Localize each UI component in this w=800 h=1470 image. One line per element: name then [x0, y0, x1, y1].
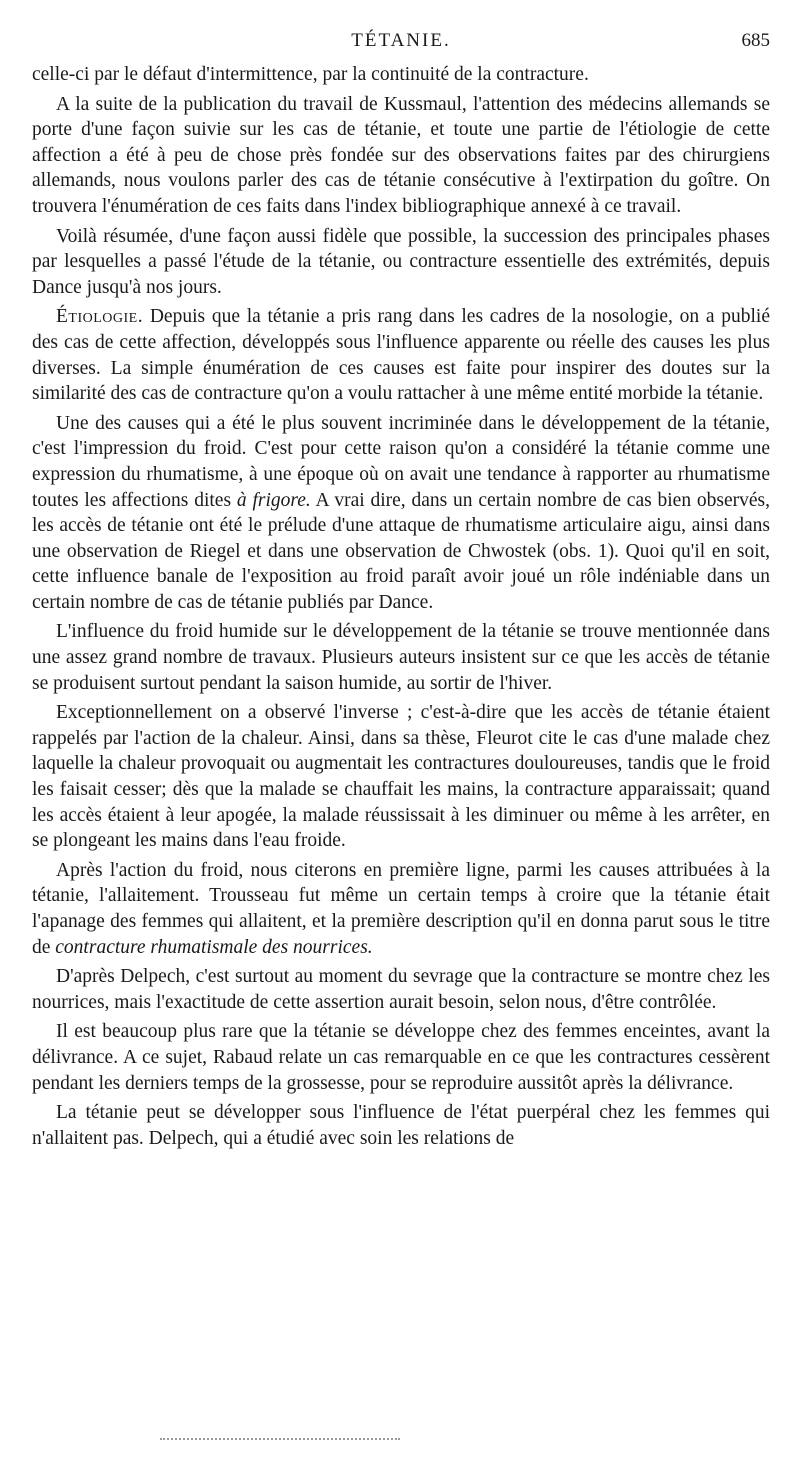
italic-contracture-title: contracture rhumatismale des nourrices. [55, 936, 373, 958]
paragraph-chaleur: Exceptionnellement on a observé l'inverse ; c'est-à-dire que les accès de tétanie étaient rappelés par l'action de la chaleur. Ainsi, dans sa thèse, Fleurot cite le cas d'une malade chez laquelle la chaleur provoquait ou augmentait les contractures douloureuses, tandis que le froid les faisait cesser; dès que la malade se chauffait les mains, la contracture apparaissait; quand les accès étaient à leur apogée, la malade réussissait à les diminuer ou même à les arrêter, en se plongeant les mains dans l'eau froide. [32, 702, 770, 852]
running-header [32, 30, 770, 56]
page-body [32, 62, 770, 1155]
paragraph-enceintes: Il est beaucoup plus rare que la tétanie se développe chez des femmes enceintes, avant la délivrance. A ce sujet, Rabaud relate un cas remarquable en ce que les contractures cessèrent pendant les derniers temps de la grossesse, pour se reproduire aussitôt après la délivrance. [32, 1021, 770, 1094]
paragraph-continuation: celle-ci par le défaut d'intermittence, par la continuité de la contracture. [32, 64, 589, 85]
paragraph-puerperal: La tétanie peut se développer sous l'influence de l'état puerpéral chez les femmes qui n'allaitent pas. Delpech, qui a étudié avec soin les relations de [32, 1102, 770, 1149]
page-number: 685 [741, 30, 770, 51]
paragraph-froid-text: Une des causes qui a été le plus souvent incriminée dans le développement de la tétanie, c'est l'impression du froid. C'est pour cette raison qu'on a considéré la tétanie comme une expression du rhumatisme, à une époque où on avait une tendance à rapporter au rhumatisme toutes les affections dites [32, 412, 770, 511]
paragraph-froid [32, 411, 770, 616]
paragraph-summary: Voilà résumée, d'une façon aussi fidèle que possible, la succession des principales phases par lesquelles a passé l'étude de la tétanie, ou contracture essentielle des extrémités, depuis Dance jusqu'à nos jours. [32, 225, 770, 298]
paragraph-allaitement [32, 858, 770, 960]
page-title: TÉTANIE. [351, 30, 451, 51]
paragraph-froid-text-2: A vrai dire, dans un certain nombre de cas bien observés, les accès de tétanie ont été le prélude d'une attaque de rhumatisme articulaire aigu, ainsi dans une observation de Riegel et dans une observation de Chwostek (obs. 1). Quoi qu'il en soit, cette influence banale de l'exposition au froid paraît avoir joué un rôle indéniable dans un certain nombre de cas de tétanie publiés par Dance. [32, 489, 771, 613]
paragraph-etiologie-text: Depuis que la tétanie a pris rang dans les cadres de la nosologie, on a publié des cas de cette affection, développés sous l'influence apparente ou réelle des causes les plus diverses. La simple énumération de ces causes est faite pour inspirer des doutes sur la similarité des cas de contracture qu'on a voulu rattacher à une même entité morbide la tétanie. [32, 306, 771, 405]
paragraph-allaitement-text: Après l'action du froid, nous citerons en première ligne, parmi les causes attribuées à la tétanie, l'allaitement. Trousseau fut même un certain temps à croire que la tétanie était l'apanage des femmes qui allaitent, et la première description qu'il en donna parut sous le titre de [32, 859, 770, 958]
paragraph-delpech: D'après Delpech, c'est surtout au moment du sevrage que la contracture se montre chez les nourrices, mais l'exactitude de cette assertion aurait besoin, selon nous, d'être contrôlée. [32, 966, 770, 1013]
italic-a-frigore: à frigore. [236, 489, 311, 511]
paragraph-froid-humide: L'influence du froid humide sur le développement de la tétanie se trouve mentionnée dans une assez grand nombre de travaux. Plusieurs auteurs insistent sur ce que les accès de tétanie se produisent surtout pendant la saison humide, au sortir de l'hiver. [32, 621, 770, 694]
paragraph-kussmaul: A la suite de la publication du travail de Kussmaul, l'attention des médecins allemands se porte d'une façon suivie sur les cas de tétanie, et toute une partie de l'étiologie de cette affection a été à peu de chose près fondée sur des observations faites par des chirurgiens allemands, nous voulons parler des cas de tétanie consécutive à l'extirpation du goître. On trouvera l'énumération de ces faits dans l'index bibliographique annexé à ce travail. [32, 93, 770, 217]
section-heading-etiologie: Étiologie. [56, 306, 144, 328]
paragraph-etiologie [32, 304, 770, 406]
bottom-scan-marks [160, 1432, 400, 1440]
